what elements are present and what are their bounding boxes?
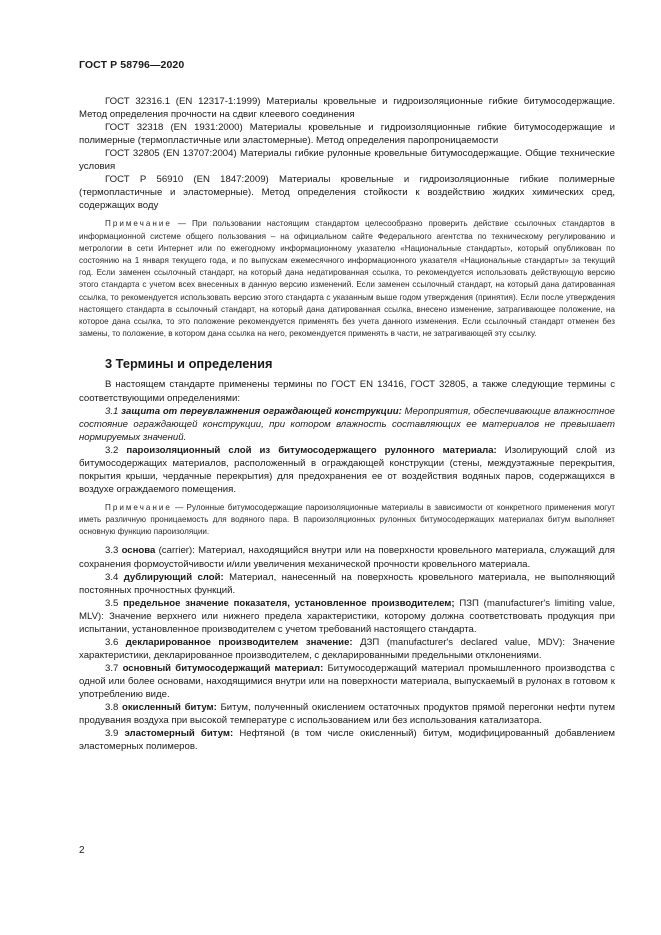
term-definition: ПЗП (manufacturer's limiting value, MLV): Значение верхнего или нижнего предела характеристики, которому должна соответствовать продукция при испытании, установленное производителем с учетом требований настоящего стандарта. — [79, 597, 615, 635]
note-text: — Рулонные битумосодержащие пароизоляционные материалы в зависимости от конкретного применения могут иметь различную проницаемость для водяного пара. В пароизоляционных рулонных битумосодержащих материалах битум выполняет основную функцию пароизоляции. — [79, 502, 615, 537]
term-definition: Мероприятия, обеспечивающие влажностное состояние ограждающей конструкции, при котором влажность составляющих ее материалов не превышает нормируемых значений. — [79, 405, 615, 443]
term-definition: Изолирующий слой из битумосодержащих материалов, расположенный в ограждающей конструкции (стены, междуэтажные перекрытия, покрытия крыши, чердачные перекрытия) для предохранения ее от воздействия водяных паров, содержащихся в воздухе ограждаемого помещения. — [79, 444, 615, 495]
term-name: защита от переувлажнения ограждающей конструкции: — [121, 405, 402, 417]
term-3-6 — [79, 636, 615, 662]
term-name: дублирующий слой: — [123, 571, 224, 583]
term-3-8 — [79, 701, 615, 727]
term-definition: (carrier): Материал, находящийся внутри или на поверхности кровельного материала, служащий для сохранения формоустойчивости и/или увеличения механической прочности кровельного материала. — [79, 545, 615, 570]
standard-header: ГОСТ Р 58796—2020 — [79, 59, 185, 71]
reference-item: ГОСТ 32316.1 (EN 12317-1:1999) Материалы кровельные и гидроизоляционные гибкие битумосодержащие. Метод определения прочности на сдвиг клеевого соединения — [79, 96, 615, 121]
term-name: окисленный битум: — [122, 702, 217, 714]
term-name: основа — [121, 545, 156, 557]
note-references — [79, 218, 615, 340]
term-3-4 — [79, 571, 615, 597]
note-text: — При пользовании настоящим стандартом целесообразно проверить действие ссылочных стандартов в информационной системе общего пользования – на официальном сайте Федерального агентства по техническому регулированию и метрологии в сети Интернет или по ежегодному информационному указателю «Национальные стандарты», который опубликован по состоянию на 1 января текущего года, и по выпускам ежемесячного информационного указателя «Национальные стандарты» за текущий год. Если заменен ссылочный стандарт, на который дана недатированная ссылка, то рекомендуется использовать действующую версию этого стандарта с учетом всех внесенных в данную версию изменений. Если заменен ссылочный стандарт, на который дана датированная ссылка, то рекомендуется использовать версию этого стандарта с указанным выше годом утверждения (принятия). Если после утверждения настоящего стандарта в ссылочный стандарт, на который дана датированная ссылка, внесено изменение, затрагивающее положение, на которое дана ссылка, то это положение рекомендуется применять без учета данного изменения. Если ссылочный стандарт отменен без замены, то положение, в котором дана ссылка на него, рекомендуется применять в части, не затрагивающей эту ссылку. — [79, 219, 615, 339]
term-definition: Материал, нанесенный на поверхность кровельного материала, не выполняющий постоянных прочностных функций. — [79, 571, 616, 596]
reference-item: ГОСТ 32318 (EN 1931:2000) Материалы кровельные и гидроизоляционные гибкие битумосодержащие и полимерные (термопластичные или эластомерные). Метод определения паропроницаемости — [79, 122, 615, 147]
term-definition: ДЗП (manufacturer's declared value, MDV): Значение характеристики, декларированное производителем, с декларированными предельными отклонениями. — [79, 636, 615, 661]
section-intro: В настоящем стандарте применены термины по ГОСТ EN 13416, ГОСТ 32805, а также следующие термины с соответствующими определениями: — [79, 379, 615, 404]
term-definition: Битумосодержащий материал промышленного производства с одной или более основами, находящимися внутри или на поверхности материала, выпускаемый в рулонах в готовом к употреблению виде. — [79, 662, 615, 700]
term-number: 3.7 — [105, 662, 123, 674]
term-3-1 — [79, 405, 615, 444]
term-number: 3.1 — [105, 405, 122, 417]
term-number: 3.9 — [105, 728, 125, 740]
term-3-2 — [79, 444, 615, 496]
term-3-9 — [79, 727, 615, 753]
term-definition: Битум, полученный окислением остаточных продуктов прямой перегонки нефти путем продувания воздуха при высокой температуре с использованием или без использования катализатора. — [79, 702, 615, 727]
term-3-3 — [79, 544, 615, 570]
term-3-7 — [79, 662, 615, 701]
term-definition: Нефтяной (в том числе окисленный) битум, модифицированный добавлением эластомерных полимеров. — [79, 728, 615, 753]
term-number: 3.8 — [105, 702, 123, 714]
term-name: основный битумосодержащий материал: — [122, 662, 324, 674]
note-label: Примечание — [105, 219, 172, 229]
note-vapor-barrier — [79, 502, 615, 539]
term-number: 3.4 — [105, 571, 124, 583]
term-number: 3.5 — [105, 597, 124, 609]
section-title: 3 Термины и определения — [105, 356, 273, 372]
term-number: 3.3 — [105, 545, 122, 557]
page-number: 2 — [79, 845, 85, 856]
term-name: эластомерный битум: — [124, 728, 234, 740]
page-body — [79, 95, 615, 753]
note-label: Примечание — [105, 502, 172, 512]
reference-item: ГОСТ Р 56910 (EN 1847:2009) Материалы кровельные и гидроизоляционные гибкие полимерные (термопластичные и эластомерные). Метод определения стойкости к воздействию жидких химических сред, содержащих воду — [79, 174, 615, 212]
term-number: 3.2 — [105, 444, 127, 456]
term-name: декларированное производителем значение: — [125, 636, 353, 648]
reference-item: ГОСТ 32805 (EN 13707:2004) Материалы гибкие рулонные кровельные битумосодержащие. Общие технические условия — [79, 148, 615, 173]
term-3-5 — [79, 597, 615, 636]
term-name: пароизоляционный слой из битумосодержащего рулонного материала: — [126, 444, 497, 456]
term-name: предельное значение показателя, установленное производителем; — [123, 597, 455, 609]
term-number: 3.6 — [105, 636, 126, 648]
